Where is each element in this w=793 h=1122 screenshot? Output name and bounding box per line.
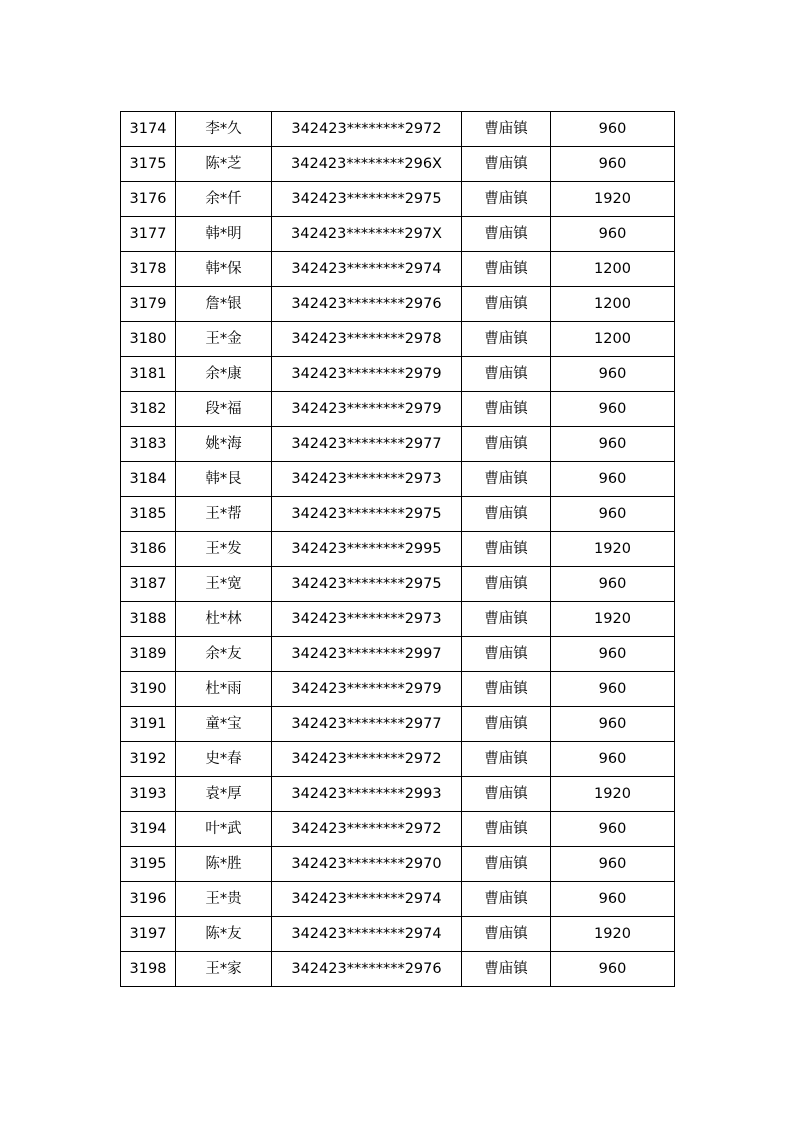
town-cell: 曹庙镇: [462, 707, 551, 742]
name-cell: 余*友: [176, 637, 272, 672]
name-cell: 史*春: [176, 742, 272, 777]
name-cell: 杜*林: [176, 602, 272, 637]
row-number-cell: 3178: [121, 252, 176, 287]
amount-cell: 1200: [551, 287, 675, 322]
amount-cell: 960: [551, 112, 675, 147]
town-cell: 曹庙镇: [462, 847, 551, 882]
amount-cell: 960: [551, 567, 675, 602]
name-cell: 王*金: [176, 322, 272, 357]
row-number-cell: 3182: [121, 392, 176, 427]
town-cell: 曹庙镇: [462, 882, 551, 917]
town-cell: 曹庙镇: [462, 147, 551, 182]
table-row: [121, 532, 675, 567]
row-number-cell: 3191: [121, 707, 176, 742]
amount-cell: 960: [551, 882, 675, 917]
table-row: [121, 602, 675, 637]
row-number-cell: 3195: [121, 847, 176, 882]
id-number-cell: 342423********2973: [272, 462, 462, 497]
id-number-cell: 342423********2977: [272, 427, 462, 462]
name-cell: 韩*保: [176, 252, 272, 287]
town-cell: 曹庙镇: [462, 742, 551, 777]
id-number-cell: 342423********296X: [272, 147, 462, 182]
row-number-cell: 3181: [121, 357, 176, 392]
name-cell: 李*久: [176, 112, 272, 147]
table-row: [121, 812, 675, 847]
table-row: [121, 147, 675, 182]
town-cell: 曹庙镇: [462, 917, 551, 952]
row-number-cell: 3175: [121, 147, 176, 182]
row-number-cell: 3193: [121, 777, 176, 812]
row-number-cell: 3186: [121, 532, 176, 567]
table-row: [121, 952, 675, 987]
row-number-cell: 3174: [121, 112, 176, 147]
town-cell: 曹庙镇: [462, 777, 551, 812]
town-cell: 曹庙镇: [462, 322, 551, 357]
row-number-cell: 3194: [121, 812, 176, 847]
id-number-cell: 342423********2972: [272, 812, 462, 847]
name-cell: 王*宽: [176, 567, 272, 602]
name-cell: 王*家: [176, 952, 272, 987]
name-cell: 袁*厚: [176, 777, 272, 812]
id-number-cell: 342423********2974: [272, 882, 462, 917]
table-row: [121, 497, 675, 532]
town-cell: 曹庙镇: [462, 672, 551, 707]
id-number-cell: 342423********2979: [272, 672, 462, 707]
id-number-cell: 342423********297X: [272, 217, 462, 252]
id-number-cell: 342423********2973: [272, 602, 462, 637]
table-row: [121, 847, 675, 882]
town-cell: 曹庙镇: [462, 357, 551, 392]
amount-cell: 960: [551, 392, 675, 427]
id-number-cell: 342423********2995: [272, 532, 462, 567]
row-number-cell: 3192: [121, 742, 176, 777]
table-row: [121, 217, 675, 252]
row-number-cell: 3196: [121, 882, 176, 917]
name-cell: 王*贵: [176, 882, 272, 917]
row-number-cell: 3189: [121, 637, 176, 672]
town-cell: 曹庙镇: [462, 497, 551, 532]
id-number-cell: 342423********2974: [272, 252, 462, 287]
amount-cell: 1920: [551, 602, 675, 637]
id-number-cell: 342423********2976: [272, 952, 462, 987]
town-cell: 曹庙镇: [462, 462, 551, 497]
table-row: [121, 357, 675, 392]
row-number-cell: 3185: [121, 497, 176, 532]
name-cell: 段*福: [176, 392, 272, 427]
amount-cell: 1920: [551, 182, 675, 217]
town-cell: 曹庙镇: [462, 182, 551, 217]
table-row: [121, 567, 675, 602]
table-row: [121, 252, 675, 287]
amount-cell: 960: [551, 427, 675, 462]
table-row: [121, 287, 675, 322]
row-number-cell: 3179: [121, 287, 176, 322]
id-number-cell: 342423********2997: [272, 637, 462, 672]
id-number-cell: 342423********2970: [272, 847, 462, 882]
row-number-cell: 3187: [121, 567, 176, 602]
town-cell: 曹庙镇: [462, 392, 551, 427]
amount-cell: 960: [551, 462, 675, 497]
table-row: [121, 427, 675, 462]
id-number-cell: 342423********2975: [272, 182, 462, 217]
name-cell: 余*康: [176, 357, 272, 392]
town-cell: 曹庙镇: [462, 532, 551, 567]
town-cell: 曹庙镇: [462, 637, 551, 672]
name-cell: 童*宝: [176, 707, 272, 742]
row-number-cell: 3197: [121, 917, 176, 952]
amount-cell: 1920: [551, 777, 675, 812]
id-number-cell: 342423********2979: [272, 392, 462, 427]
id-number-cell: 342423********2979: [272, 357, 462, 392]
row-number-cell: 3183: [121, 427, 176, 462]
id-number-cell: 342423********2972: [272, 742, 462, 777]
table-row: [121, 917, 675, 952]
name-cell: 陈*芝: [176, 147, 272, 182]
name-cell: 陈*胜: [176, 847, 272, 882]
name-cell: 韩*艮: [176, 462, 272, 497]
roster-table-body: [121, 112, 675, 987]
name-cell: 王*帮: [176, 497, 272, 532]
id-number-cell: 342423********2993: [272, 777, 462, 812]
id-number-cell: 342423********2972: [272, 112, 462, 147]
amount-cell: 960: [551, 217, 675, 252]
amount-cell: 1920: [551, 532, 675, 567]
amount-cell: 1200: [551, 252, 675, 287]
table-row: [121, 672, 675, 707]
id-number-cell: 342423********2974: [272, 917, 462, 952]
town-cell: 曹庙镇: [462, 427, 551, 462]
table-row: [121, 462, 675, 497]
town-cell: 曹庙镇: [462, 252, 551, 287]
amount-cell: 960: [551, 812, 675, 847]
amount-cell: 960: [551, 147, 675, 182]
name-cell: 王*发: [176, 532, 272, 567]
name-cell: 韩*明: [176, 217, 272, 252]
amount-cell: 960: [551, 357, 675, 392]
table-row: [121, 707, 675, 742]
id-number-cell: 342423********2975: [272, 497, 462, 532]
town-cell: 曹庙镇: [462, 812, 551, 847]
row-number-cell: 3177: [121, 217, 176, 252]
row-number-cell: 3180: [121, 322, 176, 357]
table-row: [121, 322, 675, 357]
row-number-cell: 3184: [121, 462, 176, 497]
town-cell: 曹庙镇: [462, 287, 551, 322]
table-row: [121, 742, 675, 777]
amount-cell: 960: [551, 707, 675, 742]
town-cell: 曹庙镇: [462, 567, 551, 602]
id-number-cell: 342423********2977: [272, 707, 462, 742]
town-cell: 曹庙镇: [462, 602, 551, 637]
roster-table: [120, 111, 675, 987]
town-cell: 曹庙镇: [462, 952, 551, 987]
amount-cell: 960: [551, 672, 675, 707]
name-cell: 杜*雨: [176, 672, 272, 707]
id-number-cell: 342423********2978: [272, 322, 462, 357]
amount-cell: 960: [551, 952, 675, 987]
table-row: [121, 882, 675, 917]
table-row: [121, 182, 675, 217]
table-row: [121, 777, 675, 812]
amount-cell: 1920: [551, 917, 675, 952]
name-cell: 姚*海: [176, 427, 272, 462]
row-number-cell: 3176: [121, 182, 176, 217]
table-row: [121, 637, 675, 672]
town-cell: 曹庙镇: [462, 112, 551, 147]
id-number-cell: 342423********2975: [272, 567, 462, 602]
town-cell: 曹庙镇: [462, 217, 551, 252]
amount-cell: 1200: [551, 322, 675, 357]
name-cell: 詹*银: [176, 287, 272, 322]
name-cell: 叶*武: [176, 812, 272, 847]
table-row: [121, 112, 675, 147]
amount-cell: 960: [551, 847, 675, 882]
name-cell: 陈*友: [176, 917, 272, 952]
amount-cell: 960: [551, 742, 675, 777]
table-row: [121, 392, 675, 427]
row-number-cell: 3190: [121, 672, 176, 707]
name-cell: 余*仟: [176, 182, 272, 217]
row-number-cell: 3188: [121, 602, 176, 637]
row-number-cell: 3198: [121, 952, 176, 987]
id-number-cell: 342423********2976: [272, 287, 462, 322]
amount-cell: 960: [551, 497, 675, 532]
amount-cell: 960: [551, 637, 675, 672]
